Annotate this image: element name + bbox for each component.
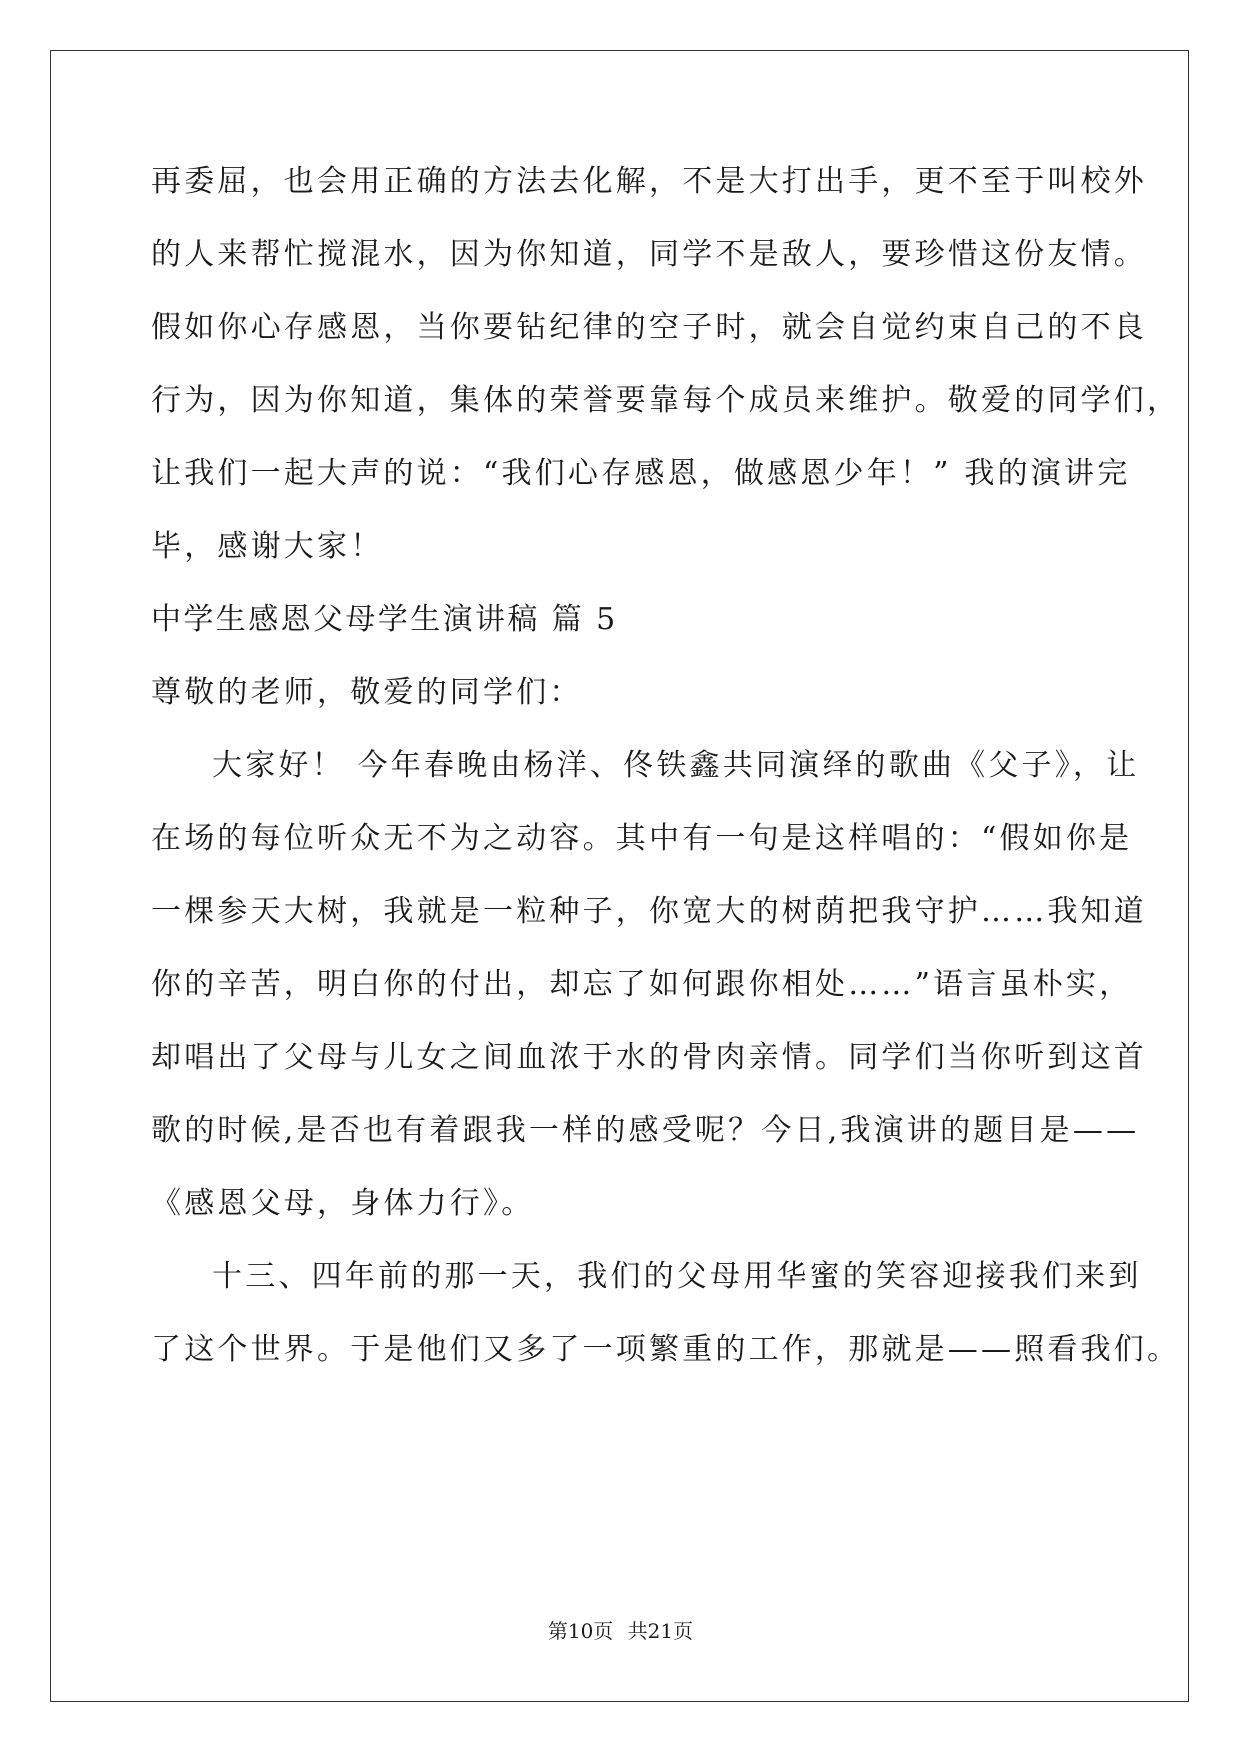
text-line: 《感恩父母，身体力行》。 bbox=[151, 1186, 535, 1221]
text-line: 的人来帮忙搅混水，因为你知道，同学不是敌人，要珍惜这份友情。 bbox=[151, 237, 1147, 272]
text-line: 行为，因为你知道，集体的荣誉要靠每个成员来维护。敬爱的同学们， bbox=[151, 383, 1181, 418]
text-line: 毕，感谢大家！ bbox=[151, 529, 384, 564]
section-heading: 中学生感恩父母学生演讲稿 篇 5 bbox=[151, 602, 618, 637]
page-footer bbox=[0, 1619, 1241, 1643]
page-frame bbox=[50, 50, 1189, 1702]
text-line: 一棵参天大树，我就是一粒种子，你宽大的树荫把我守护……我知道 bbox=[151, 894, 1147, 929]
text-line: 在场的每位听众无不为之动容。其中有一句是这样唱的：“假如你是 bbox=[151, 821, 1133, 856]
page-number: 第10页 bbox=[547, 1619, 614, 1643]
paragraph-start: 十三、四年前的那一天，我们的父母用华蜜的笑容迎接我们来到 bbox=[212, 1259, 1142, 1294]
text-line: 再委屈，也会用正确的方法去化解，不是大打出手，更不至于叫校外 bbox=[151, 164, 1147, 199]
salutation: 尊敬的老师，敬爱的同学们： bbox=[151, 675, 583, 710]
text-line: 你的辛苦，明白你的付出，却忘了如何跟你相处……”语言虽朴实， bbox=[151, 967, 1133, 1002]
text-line: 却唱出了父母与儿女之间血浓于水的骨肉亲情。同学们当你听到这首 bbox=[151, 1040, 1147, 1075]
text-line: 让我们一起大声的说：“我们心存感恩，做感恩少年！” 我的演讲完 bbox=[151, 456, 1131, 491]
page-total: 共21页 bbox=[627, 1619, 694, 1643]
text-line: 了这个世界。于是他们又多了一项繁重的工作，那就是——照看我们。 bbox=[151, 1332, 1181, 1367]
paragraph-start: 大家好！ 今年春晚由杨洋、佟铁鑫共同演绎的歌曲《父子》，让 bbox=[212, 748, 1140, 783]
text-line: 歌的时候,是否也有着跟我一样的感受呢？今日,我演讲的题目是—— bbox=[151, 1113, 1140, 1148]
text-line: 假如你心存感恩，当你要钻纪律的空子时，就会自觉约束自己的不良 bbox=[151, 310, 1147, 345]
